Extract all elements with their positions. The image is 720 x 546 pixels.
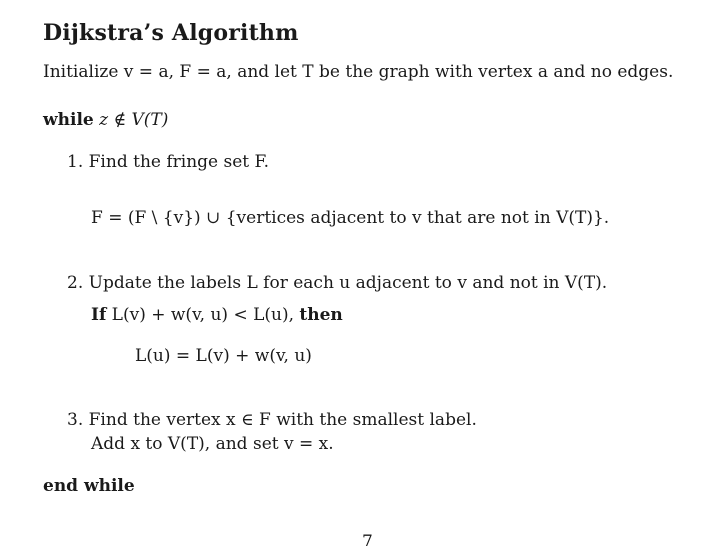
step-3-number: 3. — [67, 410, 84, 430]
step-2-number: 2. — [67, 273, 84, 293]
step-2-condition-line — [91, 305, 343, 325]
step-2-condition: L(v) + w(v, u) < L(u), — [111, 305, 294, 325]
end-while: end while — [43, 476, 135, 496]
step-1 — [67, 152, 269, 172]
step-1-number: 1. — [67, 152, 84, 172]
then-keyword: then — [299, 305, 343, 325]
page-title: Dijkstra’s Algorithm — [43, 20, 299, 46]
step-1-text: Find the fringe set F. — [88, 152, 270, 172]
intro-text: Initialize v = a, F = a, and let T be the graph with vertex a and no edges. — [43, 62, 674, 82]
while-keyword: while — [43, 110, 94, 130]
while-condition: z ∉ V(T) — [99, 110, 169, 130]
step-3 — [67, 410, 477, 430]
step-2-text: Update the labels L for each u adjacent to v and not in V(T). — [88, 273, 608, 293]
step-3-text: Find the vertex x ∈ F with the smallest label. — [88, 410, 477, 430]
step-2-equation: L(u) = L(v) + w(v, u) — [135, 346, 312, 366]
step-3-text-line2: Add x to V(T), and set v = x. — [91, 434, 334, 454]
page-number: 7 — [362, 532, 373, 546]
step-2 — [67, 273, 607, 293]
step-1-equation: F = (F \ {v}) ∪ {vertices adjacent to v that are not in V(T)}. — [91, 208, 610, 228]
if-keyword: If — [91, 305, 107, 325]
while-line — [43, 110, 168, 130]
